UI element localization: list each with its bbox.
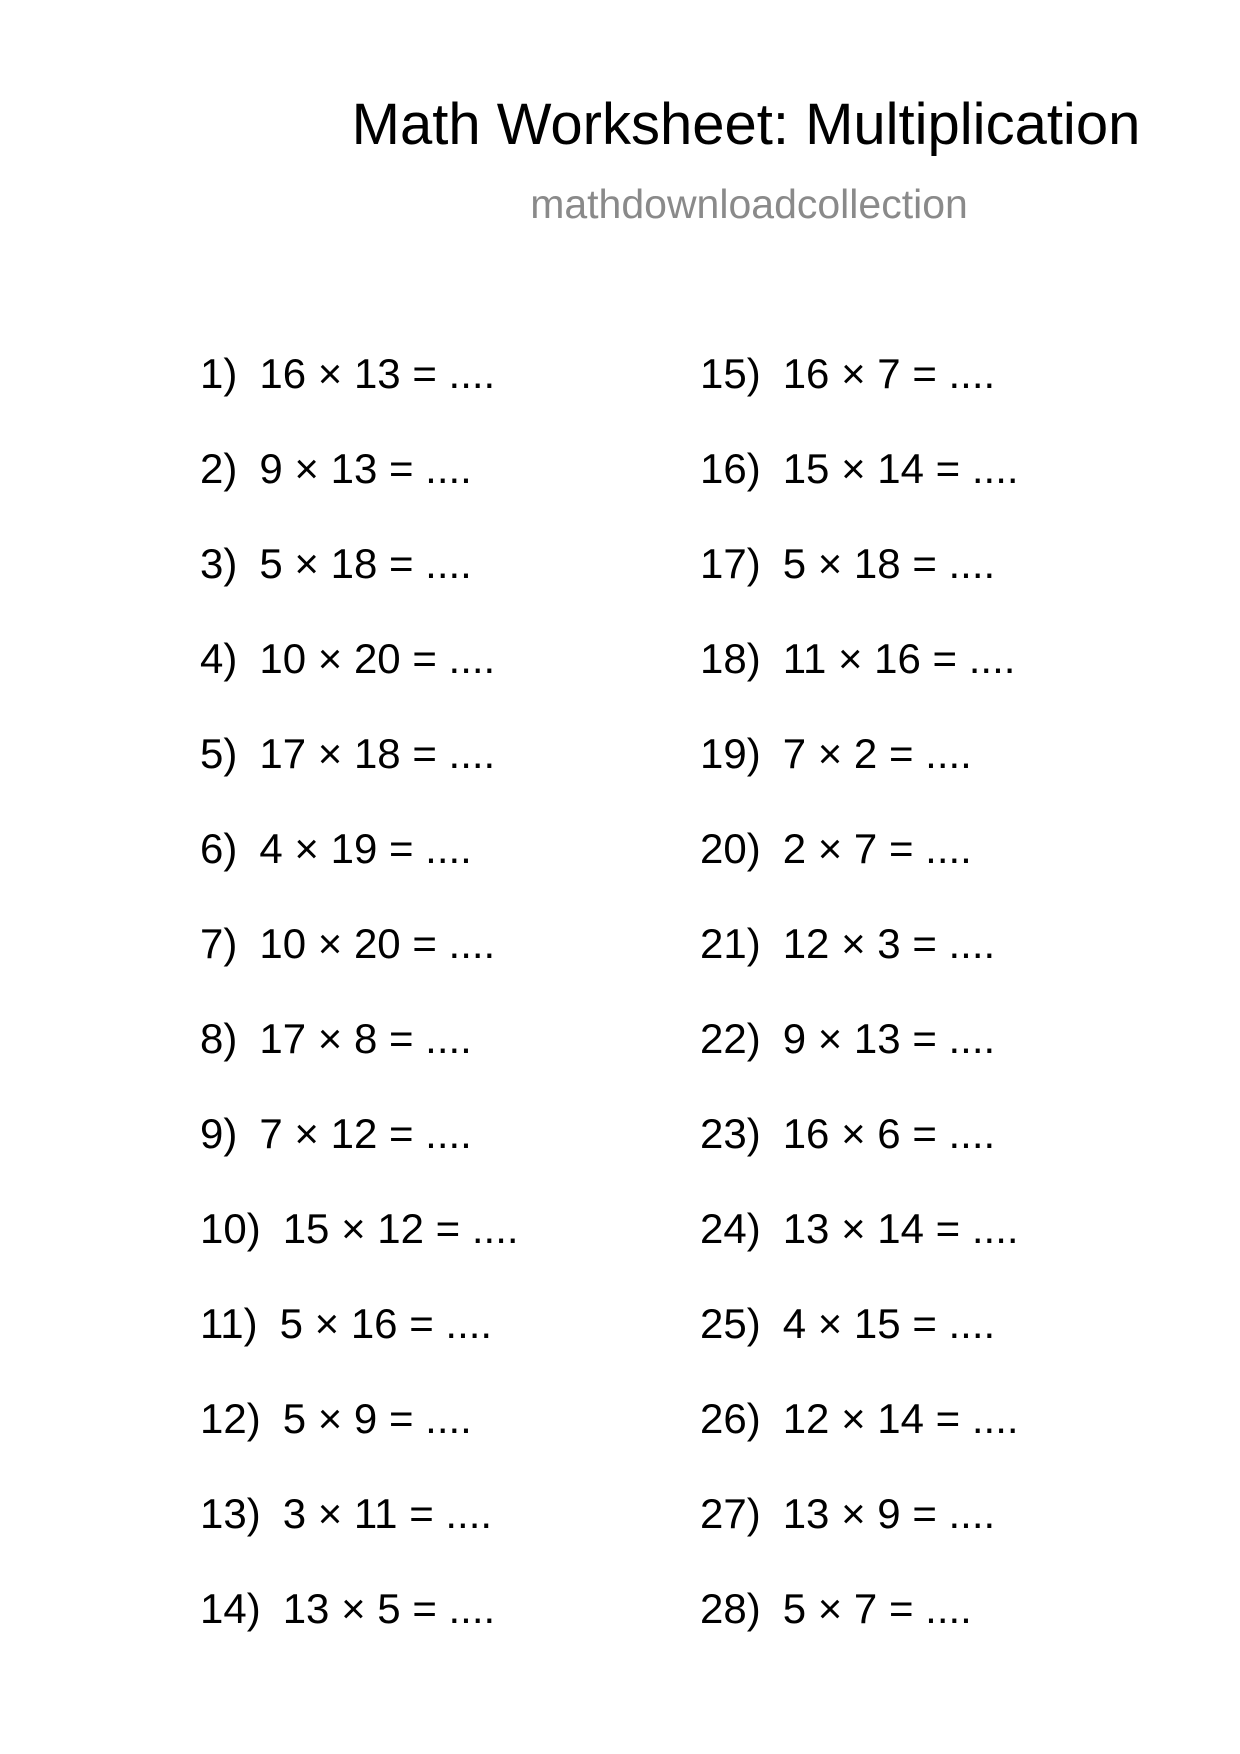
problem-number: 25) [700,1300,761,1347]
problem-expression: 5 × 16 = .... [279,1300,493,1347]
problem-item [700,350,1019,445]
problem-expression: 15 × 12 = .... [282,1205,519,1252]
problem-expression: 7 × 2 = .... [782,730,972,777]
problem-expression: 16 × 6 = .... [782,1110,996,1157]
problem-number: 24) [700,1205,761,1252]
problem-expression: 17 × 18 = .... [259,730,496,777]
problem-expression: 12 × 14 = .... [782,1395,1019,1442]
problem-item [700,730,1019,825]
problem-number: 14) [200,1585,261,1632]
problem-number: 6) [200,825,238,872]
problem-item [200,1205,519,1300]
problem-expression: 4 × 19 = .... [259,825,472,872]
problem-number: 22) [700,1015,761,1062]
problem-number: 8) [200,1015,238,1062]
problem-item [200,350,519,445]
problem-item [200,540,519,635]
problem-item [200,825,519,920]
problem-number: 2) [200,445,238,492]
problem-expression: 5 × 9 = .... [282,1395,472,1442]
problem-item [200,1300,519,1395]
problem-expression: 11 × 16 = .... [782,635,1016,682]
problem-item [200,1585,519,1680]
problem-expression: 13 × 5 = .... [282,1585,496,1632]
problem-expression: 15 × 14 = .... [782,445,1019,492]
problem-expression: 2 × 7 = .... [782,825,972,872]
problem-expression: 10 × 20 = .... [259,635,496,682]
problem-expression: 5 × 18 = .... [259,540,472,587]
problem-item [700,920,1019,1015]
problem-number: 11) [200,1300,258,1347]
problem-item [200,1110,519,1205]
problem-number: 21) [700,920,761,967]
problem-expression: 9 × 13 = .... [782,1015,996,1062]
problem-number: 17) [700,540,761,587]
problem-expression: 5 × 7 = .... [782,1585,972,1632]
problem-number: 26) [700,1395,761,1442]
problem-item [200,730,519,825]
problem-item [700,1395,1019,1490]
problem-item [700,1490,1019,1585]
problem-expression: 13 × 9 = .... [782,1490,996,1537]
problem-item [200,1490,519,1585]
problem-item [200,920,519,1015]
problem-number: 18) [700,635,761,682]
problem-expression: 3 × 11 = .... [282,1490,493,1537]
problem-number: 16) [700,445,761,492]
problem-expression: 16 × 13 = .... [259,350,496,397]
problem-number: 28) [700,1585,761,1632]
problem-item [700,1300,1019,1395]
problem-number: 3) [200,540,238,587]
problem-expression: 16 × 7 = .... [782,350,996,397]
problem-item [200,635,519,730]
problem-item [700,1110,1019,1205]
problem-expression: 9 × 13 = .... [259,445,472,492]
problem-expression: 7 × 12 = .... [259,1110,472,1157]
problem-item [700,1015,1019,1110]
problem-expression: 10 × 20 = .... [259,920,496,967]
problem-item [700,635,1019,730]
problem-number: 4) [200,635,238,682]
problem-number: 9) [200,1110,238,1157]
problem-number: 27) [700,1490,761,1537]
problem-item [200,1015,519,1110]
problem-item [700,1205,1019,1300]
problem-number: 12) [200,1395,261,1442]
problem-number: 15) [700,350,761,397]
problem-expression: 12 × 3 = .... [782,920,996,967]
problem-expression: 5 × 18 = .... [782,540,996,587]
problem-number: 1) [200,350,238,397]
problem-number: 10) [200,1205,261,1252]
problem-number: 20) [700,825,761,872]
problem-number: 23) [700,1110,761,1157]
problem-number: 5) [200,730,238,777]
problem-column-left [200,350,519,1680]
problem-expression: 17 × 8 = .... [259,1015,472,1062]
problem-item [700,445,1019,540]
worksheet-source: mathdownloadcollection [530,181,968,227]
problem-item [700,540,1019,635]
problem-number: 7) [200,920,238,967]
problem-item [200,1395,519,1490]
problem-expression: 13 × 14 = .... [782,1205,1019,1252]
problem-number: 13) [200,1490,261,1537]
worksheet-title: Math Worksheet: Multiplication [351,92,1141,157]
problem-column-right [700,350,1019,1680]
problem-item [200,445,519,540]
problem-item [700,1585,1019,1680]
problem-expression: 4 × 15 = .... [782,1300,996,1347]
problem-item [700,825,1019,920]
problem-number: 19) [700,730,761,777]
